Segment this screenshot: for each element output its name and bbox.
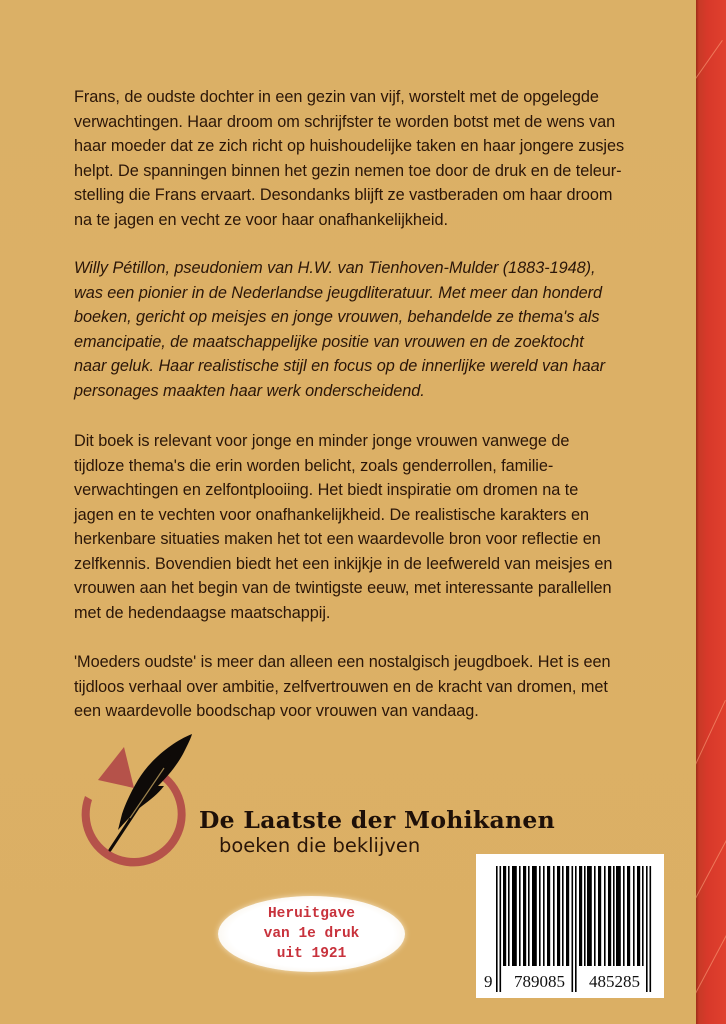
text-line: tijdloze thema's die erin worden belicht, zoals genderrollen, familie- [74,456,554,475]
text-line: was een pionier in de Nederlandse jeugdliteratuur. Met meer dan honderd [74,283,603,302]
barcode-right-digits: 485285 [589,972,640,991]
text-line: stelling die Frans ervaart. Desondanks blijft ze vastberaden om haar droom [74,186,613,204]
isbn-barcode [476,854,664,998]
text-line: Dit boek is relevant voor jonge en minder jonge vrouwen vanwege de [74,432,570,450]
text-line: herkenbare situaties maken het tot een waardevolle bron voor reflectie en [74,530,601,548]
barcode-prefix-digit: 9 [484,972,493,991]
spine-texture [696,40,723,147]
book-spine [696,0,726,1024]
badge-line: van 1e druk [263,926,360,942]
blurb-paragraph-4 [74,650,694,724]
spine-texture [696,935,726,1024]
text-line: met de hedendaagse maatschappij. [74,603,331,622]
text-line: na te jagen en vecht ze voor haar onafhankelijkheid. [74,210,448,229]
spine-edge-shadow [696,0,699,1024]
text-line: jagen en te vechten voor onafhankelijkheid. De realistische karakters en [74,505,589,524]
reissue-badge [218,896,405,972]
text-line: een waardevolle boodschap voor vrouwen van vandaag. [74,702,479,720]
text-line: verwachtingen en zelfontplooiing. Het biedt inspiratie om dromen na te [74,481,579,499]
text-line: vrouwen aan het begin van de twintigste eeuw, met interessante parallellen [74,579,612,597]
text-line: personages maakten haar werk onderscheidend. [74,381,425,400]
spine-texture [696,700,726,818]
text-line: verwachtingen. Haar droom om schrijfster te worden botst met de wens van [74,112,616,131]
blurb-paragraph-1 [74,85,694,232]
badge-line: Heruitgave [267,906,355,922]
text-line: Willy Pétillon, pseudoniem van H.W. van Tienhoven-Mulder (1883-1948), [74,259,596,277]
text-line: haar moeder dat ze zich richt op huishoudelijke taken en haar jongere zusjes [74,137,625,155]
spine-texture [696,840,726,955]
text-line: naar geluk. Haar realistische stijl en focus op de innerlijke wereld van haar [74,357,605,375]
text-line: Frans, de oudste dochter in een gezin van vijf, worstelt met de opgelegde [74,88,599,106]
publisher-tagline: boeken die beklijven [219,834,421,857]
text-line: emancipatie, de maatschappelijke positie van vrouwen en de zoektocht [74,332,584,351]
text-line: boeken, gericht op meisjes en jonge vrouwen, behandelde ze thema's als [74,308,600,326]
text-line: zelfkennis. Bovendien biedt het een inkijkje in de leefwereld van meisjes en [74,554,613,573]
blurb-paragraph-3 [74,429,694,625]
text-line: 'Moeders oudste' is meer dan alleen een nostalgisch jeugdboek. Het is een [74,653,611,671]
publisher-name: De Laatste der Mohikanen [199,806,556,834]
barcode-left-digits: 789085 [514,972,565,991]
badge-line: uit 1921 [276,946,347,962]
author-bio-paragraph [74,256,694,403]
circular-arrow-quill-icon [72,732,200,874]
text-line: tijdloos verhaal over ambitie, zelfvertrouwen en de kracht van dromen, met [74,677,608,696]
text-line: helpt. De spanningen binnen het gezin nemen toe door de druk en de teleur- [74,161,622,180]
